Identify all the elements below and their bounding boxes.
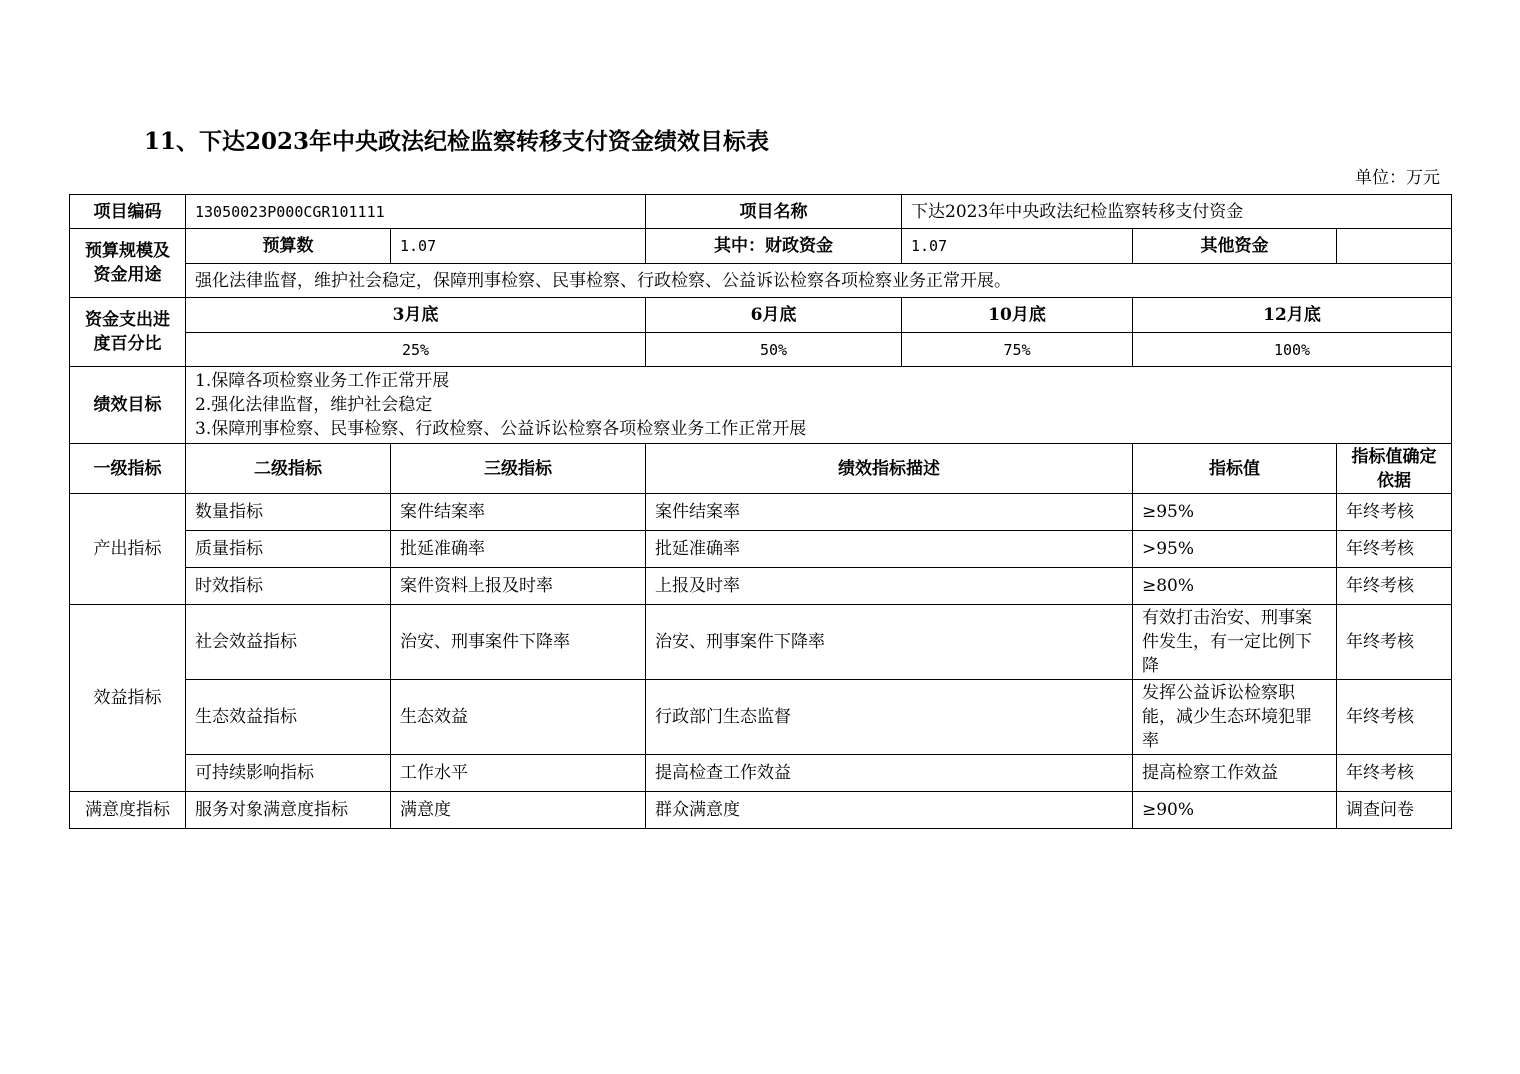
indicator-basis: 年终考核 xyxy=(1337,680,1452,755)
indicator-basis: 年终考核 xyxy=(1337,605,1452,680)
goal-item: 1.保障各项检察业务工作正常开展 xyxy=(195,371,450,391)
project-name-label: 项目名称 xyxy=(646,195,902,229)
other-funds-label: 其他资金 xyxy=(1133,229,1337,264)
progress-value: 25% xyxy=(186,333,646,367)
level2-indicator: 服务对象满意度指标 xyxy=(186,792,391,829)
level3-indicator: 案件结案率 xyxy=(391,494,646,531)
unit-label: 单位：万元 xyxy=(1355,168,1440,188)
table-row xyxy=(70,755,1452,792)
progress-period: 6月底 xyxy=(646,298,902,333)
progress-value: 100% xyxy=(1133,333,1452,367)
page-title: 11、下达2023年中央政法纪检监察转移支付资金绩效目标表 xyxy=(144,128,770,155)
progress-value-row xyxy=(70,333,1452,367)
progress-label: 资金支出进度百分比 xyxy=(70,298,186,367)
progress-period: 3月底 xyxy=(186,298,646,333)
goal-item: 2.强化法律监督，维护社会稳定 xyxy=(195,395,433,415)
goals-row xyxy=(70,367,1452,444)
goals-list xyxy=(186,367,1452,444)
project-name: 下达2023年中央政法纪检监察转移支付资金 xyxy=(902,195,1452,229)
indicator-basis: 年终考核 xyxy=(1337,531,1452,568)
level1-indicator: 效益指标 xyxy=(70,605,186,792)
indicator-basis: 年终考核 xyxy=(1337,755,1452,792)
indicator-basis: 年终考核 xyxy=(1337,568,1452,605)
other-funds xyxy=(1337,229,1452,264)
header-basis: 指标值确定依据 xyxy=(1337,444,1452,494)
indicator-value: ≥95% xyxy=(1133,494,1337,531)
header-level2: 二级指标 xyxy=(186,444,391,494)
goals-label: 绩效目标 xyxy=(70,367,186,444)
goal-item: 3.保障刑事检察、民事检察、行政检察、公益诉讼检察各项检察业务工作正常开展 xyxy=(195,419,807,439)
budget-usage: 强化法律监督，维护社会稳定，保障刑事检察、民事检察、行政检察、公益诉讼检察各项检察业务正常开展。 xyxy=(186,264,1452,298)
fiscal-funds-label: 其中：财政资金 xyxy=(646,229,902,264)
level2-indicator: 可持续影响指标 xyxy=(186,755,391,792)
level1-indicator: 满意度指标 xyxy=(70,792,186,829)
indicator-value: ≥90% xyxy=(1133,792,1337,829)
header-value: 指标值 xyxy=(1133,444,1337,494)
indicator-basis: 调查问卷 xyxy=(1337,792,1452,829)
budget-label: 预算规模及资金用途 xyxy=(70,229,186,298)
level2-indicator: 质量指标 xyxy=(186,531,391,568)
table-row xyxy=(70,494,1452,531)
indicator-value: 发挥公益诉讼检察职能，减少生态环境犯罪率 xyxy=(1133,680,1337,755)
indicator-header-row xyxy=(70,444,1452,494)
indicator-basis: 年终考核 xyxy=(1337,494,1452,531)
indicator-description: 批延准确率 xyxy=(646,531,1133,568)
level1-indicator: 产出指标 xyxy=(70,494,186,605)
indicator-value: ≥80% xyxy=(1133,568,1337,605)
progress-period: 12月底 xyxy=(1133,298,1452,333)
indicator-description: 群众满意度 xyxy=(646,792,1133,829)
header-level3: 三级指标 xyxy=(391,444,646,494)
progress-value: 50% xyxy=(646,333,902,367)
budget-row xyxy=(70,229,1452,264)
level3-indicator: 工作水平 xyxy=(391,755,646,792)
table-row xyxy=(70,680,1452,755)
progress-period-row xyxy=(70,298,1452,333)
indicator-description: 提高检查工作效益 xyxy=(646,755,1133,792)
project-code-label: 项目编码 xyxy=(70,195,186,229)
table-row xyxy=(70,792,1452,829)
fiscal-funds: 1.07 xyxy=(902,229,1133,264)
progress-value: 75% xyxy=(902,333,1133,367)
indicator-description: 治安、刑事案件下降率 xyxy=(646,605,1133,680)
indicator-value: 有效打击治安、刑事案件发生，有一定比例下降 xyxy=(1133,605,1337,680)
level3-indicator: 案件资料上报及时率 xyxy=(391,568,646,605)
level3-indicator: 批延准确率 xyxy=(391,531,646,568)
indicator-description: 行政部门生态监督 xyxy=(646,680,1133,755)
level2-indicator: 生态效益指标 xyxy=(186,680,391,755)
project-row xyxy=(70,195,1452,229)
indicator-description: 上报及时率 xyxy=(646,568,1133,605)
budget-amount-label: 预算数 xyxy=(186,229,391,264)
level3-indicator: 治安、刑事案件下降率 xyxy=(391,605,646,680)
level2-indicator: 时效指标 xyxy=(186,568,391,605)
progress-period: 10月底 xyxy=(902,298,1133,333)
level3-indicator: 满意度 xyxy=(391,792,646,829)
table-row xyxy=(70,568,1452,605)
project-code: 13050023P000CGR101111 xyxy=(186,195,646,229)
table-row xyxy=(70,605,1452,680)
level2-indicator: 数量指标 xyxy=(186,494,391,531)
indicator-description: 案件结案率 xyxy=(646,494,1133,531)
performance-table xyxy=(69,194,1452,829)
header-level1: 一级指标 xyxy=(70,444,186,494)
level2-indicator: 社会效益指标 xyxy=(186,605,391,680)
budget-amount: 1.07 xyxy=(391,229,646,264)
budget-usage-row xyxy=(70,264,1452,298)
indicator-value: 提高检察工作效益 xyxy=(1133,755,1337,792)
level3-indicator: 生态效益 xyxy=(391,680,646,755)
indicator-value: >95% xyxy=(1133,531,1337,568)
table-row xyxy=(70,531,1452,568)
header-description: 绩效指标描述 xyxy=(646,444,1133,494)
